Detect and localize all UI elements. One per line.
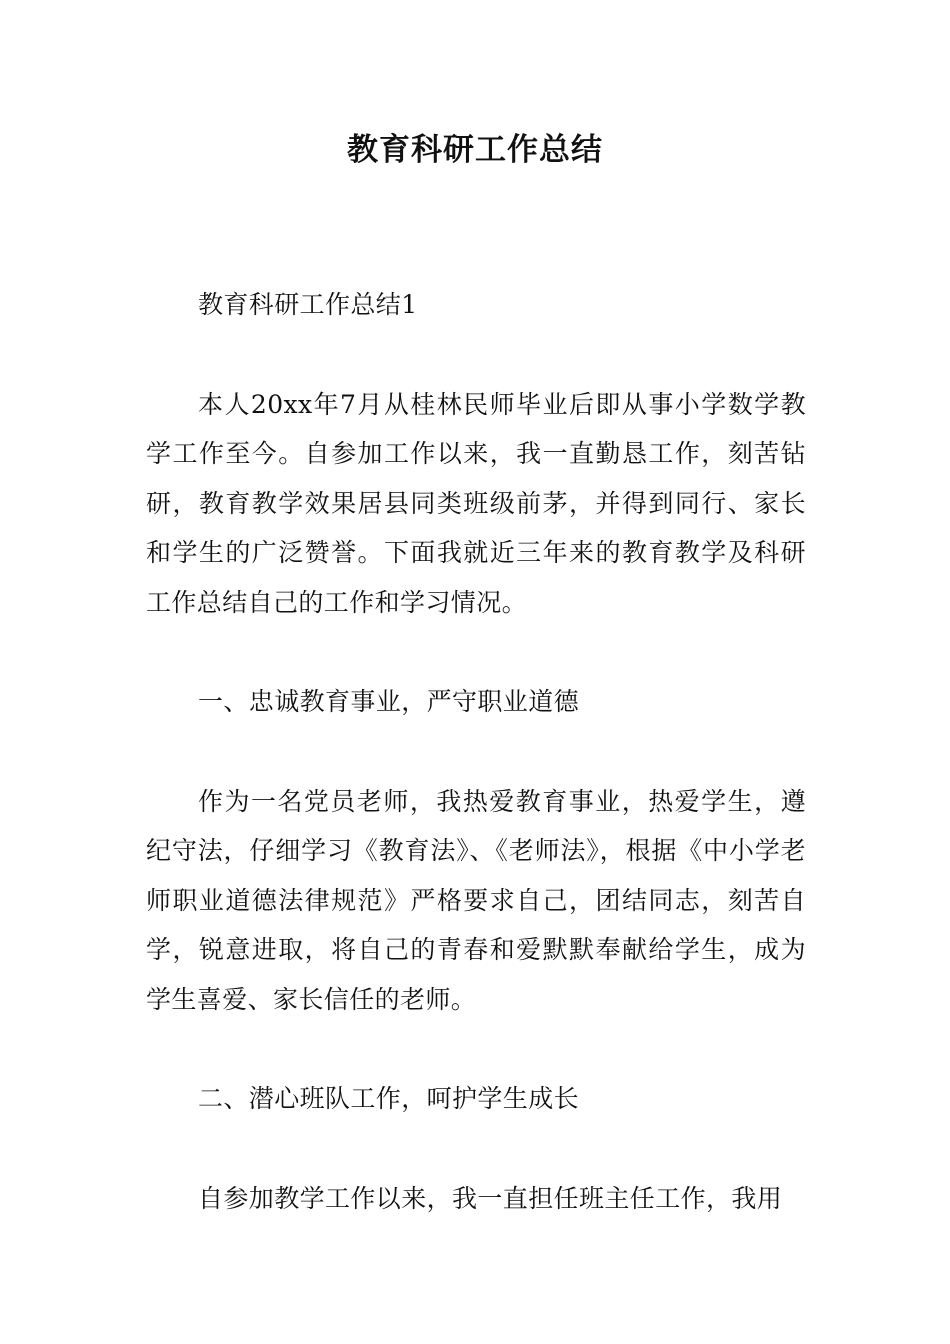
paragraph-gap <box>146 627 806 677</box>
body-paragraph: 本人20xx年7月从桂林民师毕业后即从事小学数学教学工作至今。自参加工作以来，我一直勤恳工作，刻苦钻研，教育教学效果居县同类班级前茅，并得到同行、家长和学生的广泛赞誉。下面我就近三年来的教育教学及科研工作总结自己的工作和学习情况。 <box>146 389 806 617</box>
paragraph-gap <box>146 330 806 380</box>
section-heading: 教育科研工作总结1 <box>198 290 418 319</box>
document-body <box>146 280 806 1223</box>
section-heading: 二、潜心班队工作，呵护学生成长 <box>198 1084 580 1113</box>
paragraph-gap <box>146 727 806 777</box>
document-title: 教育科研工作总结 <box>347 132 603 168</box>
body-paragraph: 自参加教学工作以来，我一直担任班主任工作，我用 <box>198 1183 783 1213</box>
section-heading: 一、忠诚教育事业，严守职业道德 <box>198 687 580 716</box>
paragraph-gap <box>146 1024 806 1074</box>
paragraph-gap <box>146 1124 806 1174</box>
body-paragraph: 作为一名党员老师，我热爱教育事业，热爱学生，遵纪守法，仔细学习《教育法》、《老师法》，根据《中小学老师职业道德法律规范》严格要求自己，团结同志，刻苦自学，锐意进取，将自己的青春和爱默默奉献给学生，成为学生喜爱、家长信任的老师。 <box>146 786 806 1014</box>
